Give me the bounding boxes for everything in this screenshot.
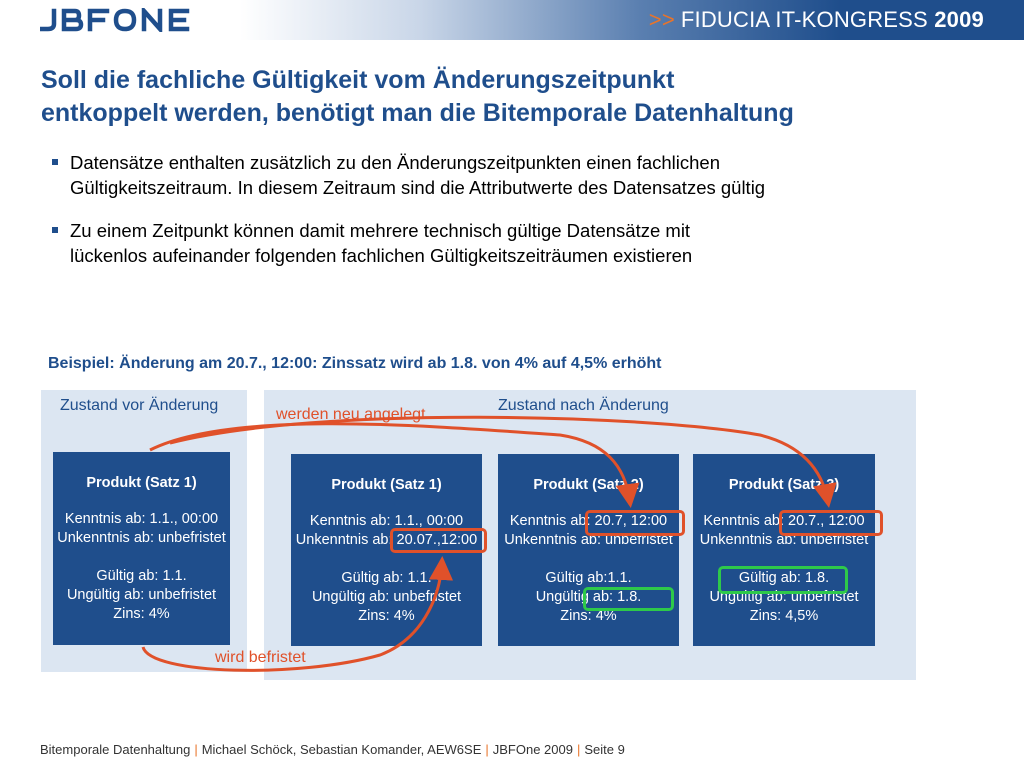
slide-title-line-1: Soll die fachliche Gültigkeit vom Änderungszeitpunkt xyxy=(41,66,675,94)
card-ungueltig: Ungültig ab: 1.8. xyxy=(535,589,642,605)
footer-separator: | xyxy=(576,742,581,757)
after-label: Zustand nach Änderung xyxy=(498,397,669,414)
card-zins: Zins: 4% xyxy=(358,608,415,624)
card-zins: Zins: 4% xyxy=(560,608,617,624)
footer-page-number: Seite 9 xyxy=(584,742,625,757)
header-bar xyxy=(0,0,1024,40)
card-ungueltig: Ungültig ab: unbefristet xyxy=(709,589,859,605)
congress-name: FIDUCIA IT-KONGRESS xyxy=(680,7,928,32)
card-title: Produkt (Satz 1) xyxy=(86,475,197,491)
record-card-after-satz-2 xyxy=(498,454,679,646)
record-card-before-satz-1 xyxy=(53,452,230,645)
card-kenntnis: Kenntnis ab: 20.7, 12:00 xyxy=(509,513,668,529)
card-gueltig: Gültig ab:1.1. xyxy=(545,570,632,586)
bullet-square-icon xyxy=(52,159,58,165)
card-title: Produkt (Satz 1) xyxy=(331,477,442,493)
highlight-gueltig-satz-3 xyxy=(718,566,848,594)
bullet-item xyxy=(52,218,952,268)
footer-separator: | xyxy=(194,742,198,757)
card-title: Produkt (Satz 2) xyxy=(533,477,644,493)
card-ungueltig: Ungültig ab: unbefristet xyxy=(66,587,217,603)
highlight-kenntnis-satz-3 xyxy=(779,510,883,536)
highlight-kenntnis-satz-2 xyxy=(585,510,685,536)
slide-title-line-2: entkoppelt werden, benötigt man die Bitemporale Datenhaltung xyxy=(41,99,794,127)
congress-year: 2009 xyxy=(934,7,984,32)
congress-arrows: >> xyxy=(648,7,675,32)
card-zins: Zins: 4,5% xyxy=(749,608,819,624)
card-ungueltig: Ungültig ab: unbefristet xyxy=(311,589,462,605)
card-kenntnis: Kenntnis ab: 1.1., 00:00 xyxy=(64,511,219,527)
card-kenntnis: Kenntnis ab: 1.1., 00:00 xyxy=(309,513,464,529)
jbfone-logo xyxy=(40,8,210,32)
bullet-text-line: Gültigkeitszeitraum. In diesem Zeitraum sind die Attributwerte des Datensatzes gültig xyxy=(70,177,766,198)
slide-title xyxy=(41,64,941,130)
new-created-label: werden neu angelegt xyxy=(276,406,426,423)
limited-label: wird befristet xyxy=(215,649,306,666)
example-heading: Beispiel: Änderung am 20.7., 12:00: Zinssatz wird ab 1.8. von 4% auf 4,5% erhöht xyxy=(48,355,662,372)
card-unkenntnis: Unkenntnis ab: unbefristet xyxy=(57,530,226,546)
card-kenntnis: Kenntnis ab: 20.7., 12:00 xyxy=(703,513,865,529)
highlight-ungueltig-satz-2 xyxy=(583,587,674,611)
footer-separator: | xyxy=(485,742,489,757)
footer-topic: Bitemporale Datenhaltung xyxy=(40,742,191,757)
card-gueltig: Gültig ab: 1.1. xyxy=(96,568,187,584)
bullet-text-line: lückenlos aufeinander folgenden fachlichen Gültigkeitszeiträumen existieren xyxy=(70,245,693,266)
bullet-square-icon xyxy=(52,227,58,233)
footer-event: JBFOne 2009 xyxy=(492,742,573,757)
card-unkenntnis: Unkenntnis ab: 20.07.,12:00 xyxy=(295,532,478,548)
highlight-unkenntnis-satz-1 xyxy=(390,528,487,553)
footer xyxy=(40,742,625,757)
footer-authors: Michael Schöck, Sebastian Komander, AEW6SE xyxy=(201,742,482,757)
bullet-text-line: Zu einem Zeitpunkt können damit mehrere technisch gültige Datensätze mit xyxy=(70,220,691,241)
card-gueltig: Gültig ab: 1.1. xyxy=(341,570,432,586)
card-unkenntnis: Unkenntnis ab: unbefristet xyxy=(504,532,673,548)
before-label: Zustand vor Änderung xyxy=(60,397,219,414)
bullet-list xyxy=(52,150,952,286)
card-gueltig: Gültig ab: 1.8. xyxy=(738,570,830,586)
bullet-text-line: Datensätze enthalten zusätzlich zu den Änderungszeitpunkten einen fachlichen xyxy=(70,152,720,173)
bullet-item xyxy=(52,150,952,200)
congress-title xyxy=(649,7,984,33)
card-title: Produkt (Satz 3) xyxy=(728,477,840,493)
card-zins: Zins: 4% xyxy=(113,606,170,622)
card-unkenntnis: Unkenntnis ab: unbefristet xyxy=(699,532,869,548)
record-card-after-satz-3 xyxy=(693,454,875,646)
